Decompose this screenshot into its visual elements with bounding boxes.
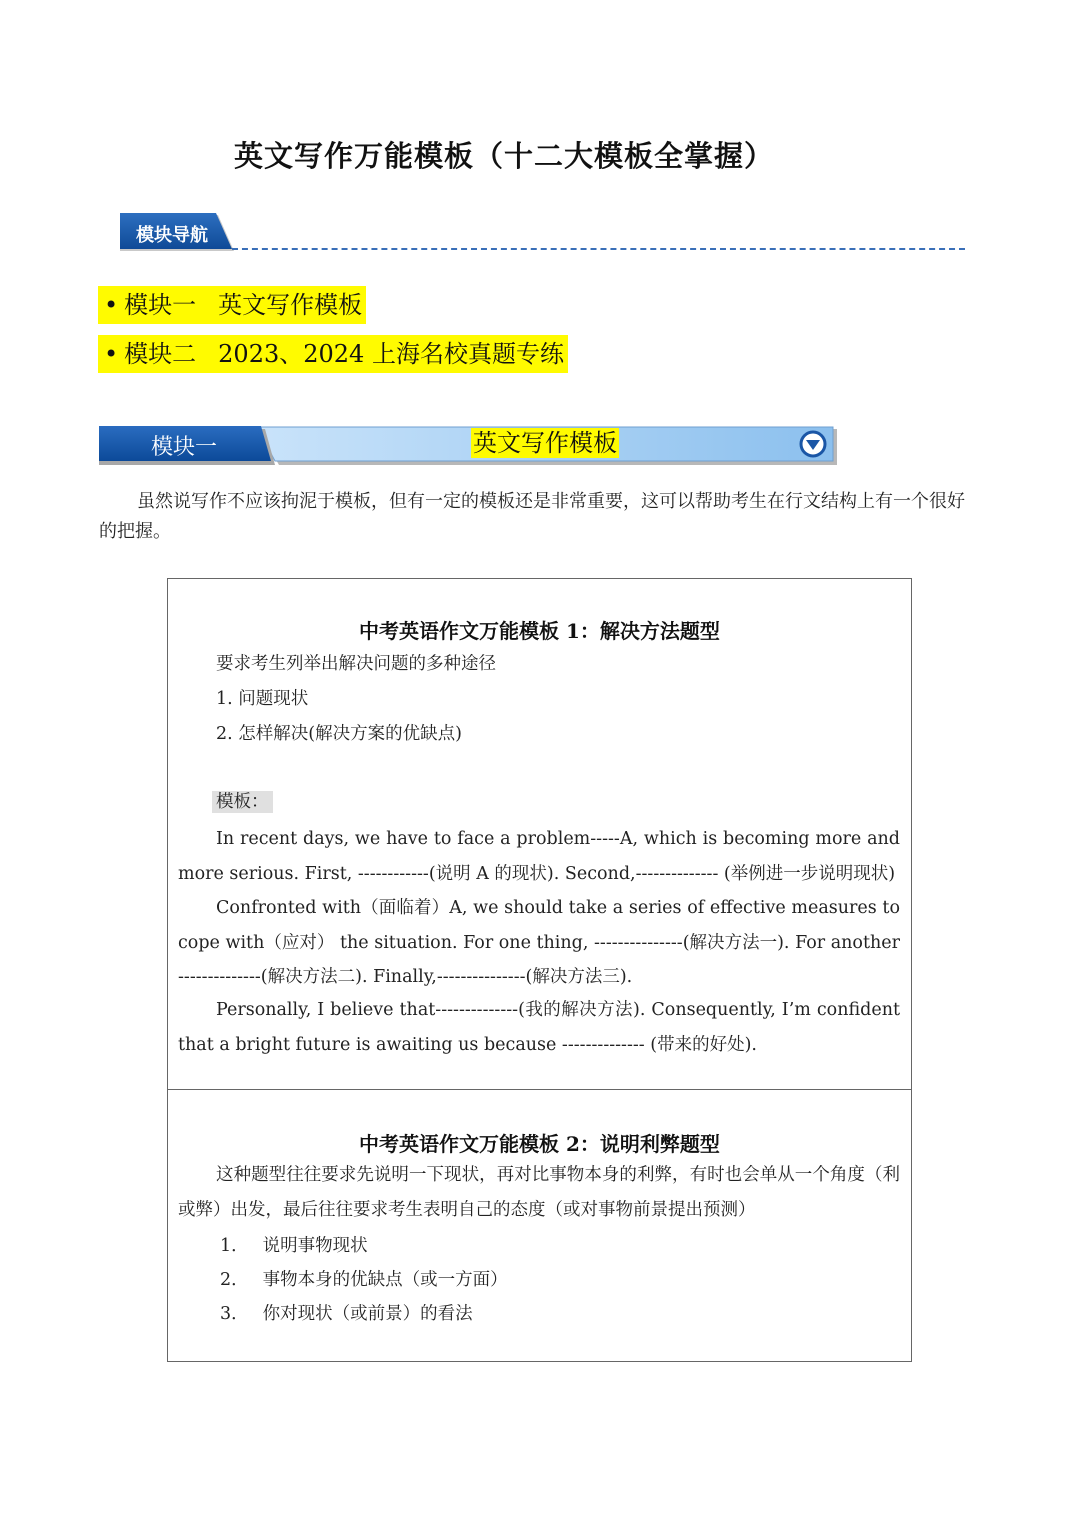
bullet-icon: • — [104, 291, 119, 319]
point-number: 2． — [220, 1270, 249, 1290]
chevron-down-icon[interactable] — [799, 430, 827, 458]
paragraph-text: 这种题型往往要求先说明一下现状，再对比事物本身的利弊，有时也会单从一个角度（利或弊）出发，最后往往要求考生表明自己的态度（或对事物前景提出预测） — [178, 1165, 900, 1220]
template-1-point: 2. 怎样解决(解决方案的优缺点) — [216, 724, 462, 744]
page-title: 英文写作万能模板（十二大模板全掌握） — [233, 139, 774, 173]
template-1-paragraph — [178, 891, 900, 995]
module-nav-tab — [120, 213, 236, 251]
paragraph-text: Personally, I believe that--------------(我的解决方法). Consequently, I’m confident that a bright future is awaiting us because -------------- (带来的好处). — [178, 1000, 900, 1055]
point-text: 事物本身的优缺点（或一方面） — [262, 1270, 508, 1290]
template-1-paragraph — [178, 993, 900, 1062]
nav-tab-label: 模块导航 — [136, 225, 208, 246]
nav-item-name: 模块二 — [124, 340, 197, 368]
paragraph-text: Confronted with（面临着）A, we should take a series of effective measures to cope with（应对） the situation. For one thing, ---------------(解决方法一). For another --------------(解决方法二). Finally,---------------(解决方法三). — [178, 898, 900, 987]
module-banner — [99, 425, 839, 467]
paragraph-text: In recent days, we have to face a problem-----A, which is becoming more and more serious. First, ------------(说明 A 的现状). Second,-------------- (举例进一步说明现状) — [178, 829, 900, 884]
nav-item-module-2[interactable] — [98, 335, 568, 373]
template-2-description — [178, 1158, 900, 1227]
intro-paragraph: 虽然说写作不应该拘泥于模板，但有一定的模板还是非常重要，这可以帮助考生在行文结构上有一个很好的把握。 — [99, 491, 965, 542]
point-text: 你对现状（或前景）的看法 — [262, 1304, 473, 1324]
template-1-title: 中考英语作文万能模板 1：解决方法题型 — [359, 619, 720, 643]
template-1-point: 1. 问题现状 — [216, 689, 309, 709]
point-number: 3． — [220, 1304, 249, 1324]
nav-item-label: 2023、2024 上海名校真题专练 — [218, 340, 564, 368]
template-2-point — [220, 1234, 368, 1258]
nav-item-name: 模块一 — [124, 291, 197, 319]
template-1-paragraph — [178, 822, 900, 891]
template-2-title: 中考英语作文万能模板 2：说明利弊题型 — [359, 1132, 720, 1156]
template-label: 模板： — [212, 791, 273, 813]
nav-item-module-1[interactable] — [98, 286, 366, 324]
point-text: 说明事物现状 — [262, 1236, 368, 1256]
module-banner-label: 模块一 — [151, 435, 218, 460]
nav-divider — [232, 248, 965, 250]
nav-item-label: 英文写作模板 — [218, 291, 363, 319]
bullet-icon: • — [104, 340, 119, 368]
template-2-box — [167, 1089, 912, 1362]
template-2-point — [220, 1268, 508, 1292]
module-banner-title: 英文写作模板 — [473, 429, 617, 457]
template-2-point — [220, 1302, 473, 1326]
template-1-box — [167, 578, 912, 1090]
template-1-subtitle: 要求考生列举出解决问题的多种途径 — [216, 654, 496, 674]
point-number: 1． — [220, 1236, 249, 1256]
